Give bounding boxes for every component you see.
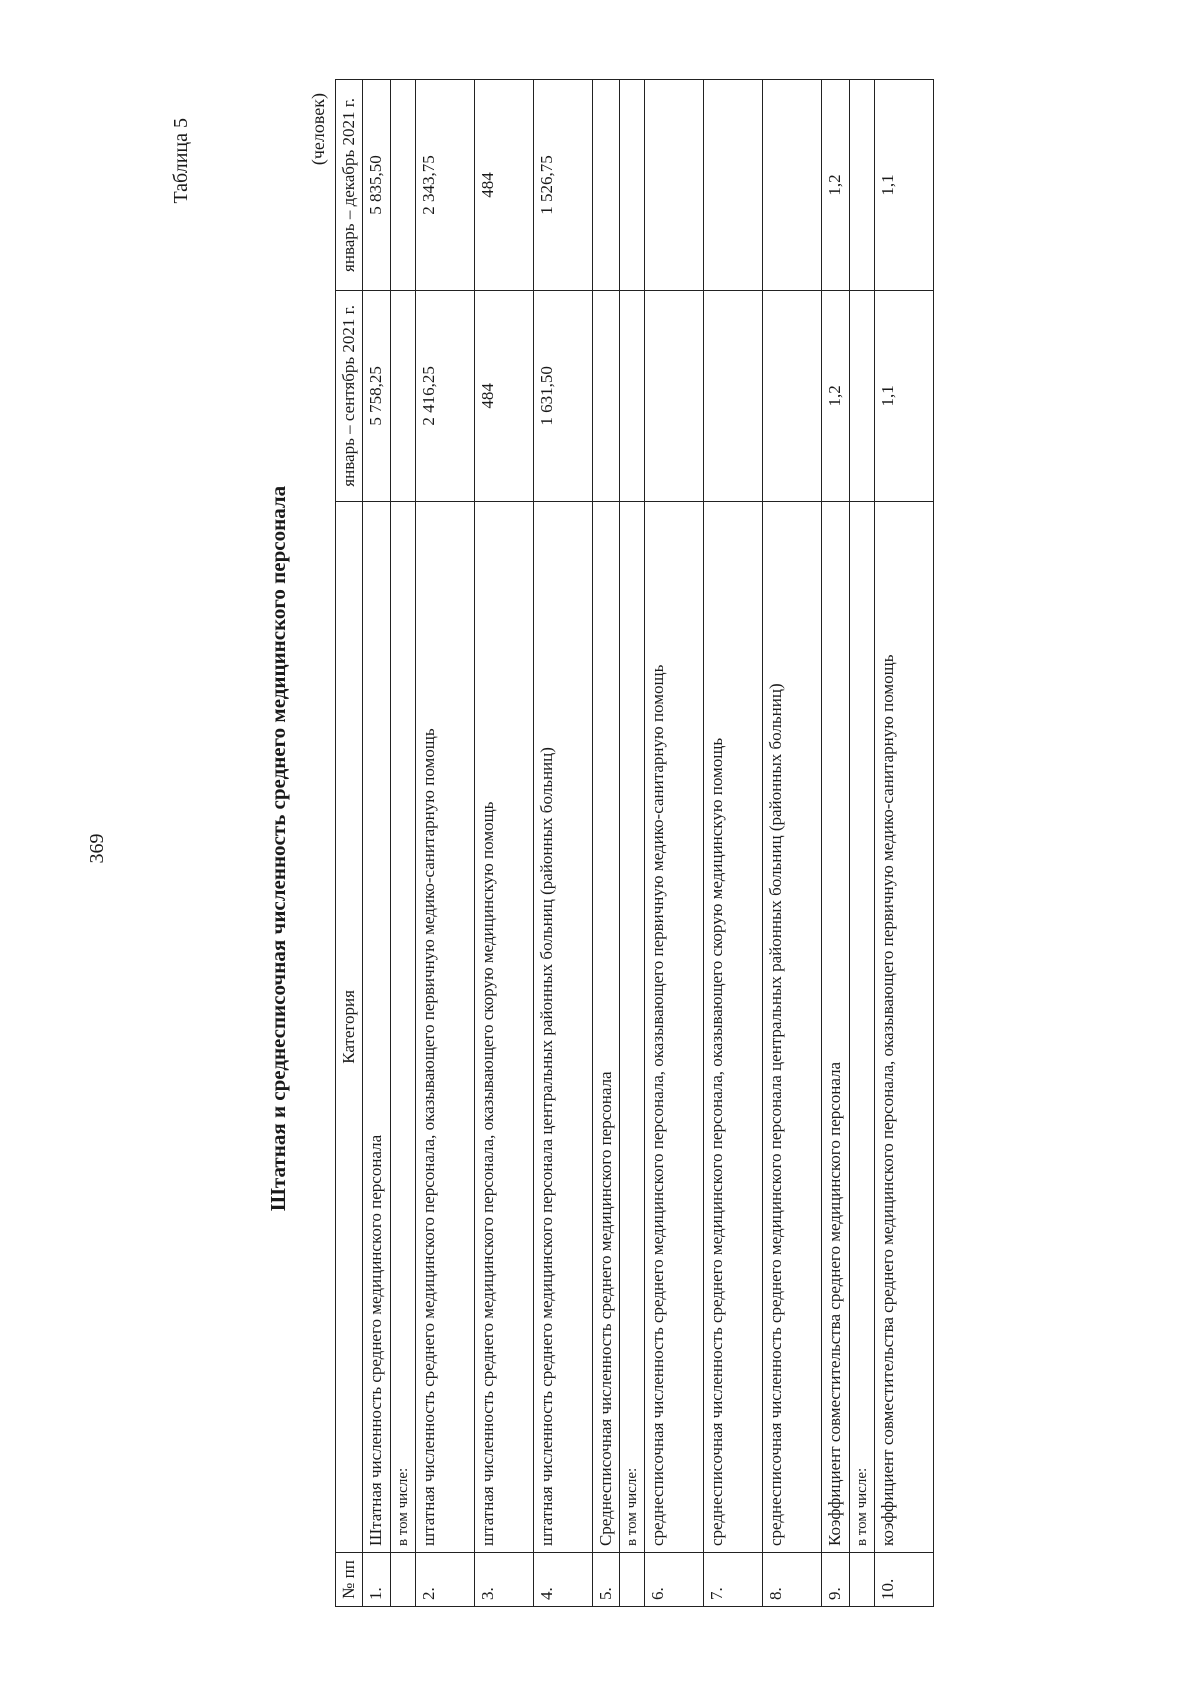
row-value-period-2: 1,2 [822, 80, 849, 291]
row-category: среднесписочная численность среднего медицинского персонала центральных районных больниц (районных больниц) [763, 501, 822, 1552]
row-value-period-2: 2 343,75 [415, 80, 474, 291]
row-value-period-1 [645, 290, 704, 501]
header-num: № пп [336, 1553, 363, 1607]
row-value-period-2: 484 [474, 80, 533, 291]
table-row [822, 80, 849, 1607]
row-value-period-2: 1 526,75 [533, 80, 592, 291]
header-period-2: январь – декабрь 2021 г. [336, 80, 363, 291]
row-value-period-2 [849, 80, 874, 291]
table-row [620, 80, 645, 1607]
row-value-period-2 [592, 80, 619, 291]
row-value-period-1 [849, 290, 874, 501]
row-category: коэффициент совместительства среднего медицинского персонала, оказывающего первичную медико-санитарную помощь [874, 501, 933, 1552]
row-value-period-2: 5 835,50 [363, 80, 390, 291]
row-value-period-1: 2 416,25 [415, 290, 474, 501]
row-category: штатная численность среднего медицинского персонала, оказывающего скорую медицинскую помощь [474, 501, 533, 1552]
row-value-period-2 [620, 80, 645, 291]
row-num: 6. [645, 1553, 704, 1607]
row-num: 1. [363, 1553, 390, 1607]
row-category: в том числе: [390, 501, 415, 1552]
row-num: 5. [592, 1553, 619, 1607]
header-period-1: январь – сентябрь 2021 г. [336, 290, 363, 501]
row-category: среднесписочная численность среднего медицинского персонала, оказывающего первичную медико-санитарную помощь [645, 501, 704, 1552]
row-num [620, 1553, 645, 1607]
row-value-period-2 [704, 80, 763, 291]
row-num [849, 1553, 874, 1607]
table-row [533, 80, 592, 1607]
row-category: Штатная численность среднего медицинского персонала [363, 501, 390, 1552]
header-category: Категория [336, 501, 363, 1552]
row-category: среднесписочная численность среднего медицинского персонала, оказывающего скорую медицинскую помощь [704, 501, 763, 1552]
row-value-period-1 [592, 290, 619, 501]
row-value-period-1 [704, 290, 763, 501]
row-num: 2. [415, 1553, 474, 1607]
document-title: Штатная и среднесписочная численность среднего медицинского персонала [266, 485, 290, 1212]
table-row [763, 80, 822, 1607]
page-number: 369 [86, 833, 108, 864]
row-category: в том числе: [849, 501, 874, 1552]
row-category: в том числе: [620, 501, 645, 1552]
row-value-period-1: 1 631,50 [533, 290, 592, 501]
row-value-period-1: 484 [474, 290, 533, 501]
table-row [874, 80, 933, 1607]
staff-table [335, 79, 934, 1607]
row-num: 10. [874, 1553, 933, 1607]
row-category: Коэффициент совместительства среднего медицинского персонала [822, 501, 849, 1552]
table-row [474, 80, 533, 1607]
table-header-row [336, 80, 363, 1607]
unit-label: (человек) [308, 93, 328, 166]
row-category: Среднесписочная численность среднего медицинского персонала [592, 501, 619, 1552]
table-row [390, 80, 415, 1607]
table-row [415, 80, 474, 1607]
row-value-period-1 [390, 290, 415, 501]
row-num: 7. [704, 1553, 763, 1607]
table-label: Таблица 5 [170, 118, 192, 204]
row-value-period-1 [763, 290, 822, 501]
table-row [849, 80, 874, 1607]
row-num: 3. [474, 1553, 533, 1607]
row-num: 8. [763, 1553, 822, 1607]
row-value-period-2: 1,1 [874, 80, 933, 291]
row-value-period-2 [763, 80, 822, 291]
row-num: 9. [822, 1553, 849, 1607]
table-row [704, 80, 763, 1607]
row-num [390, 1553, 415, 1607]
row-category: штатная численность среднего медицинского персонала центральных районных больниц (районных больниц) [533, 501, 592, 1552]
row-num: 4. [533, 1553, 592, 1607]
row-value-period-1: 1,2 [822, 290, 849, 501]
table-row [363, 80, 390, 1607]
row-value-period-1: 5 758,25 [363, 290, 390, 501]
row-category: штатная численность среднего медицинского персонала, оказывающего первичную медико-санитарную помощь [415, 501, 474, 1552]
table-row [592, 80, 619, 1607]
row-value-period-2 [645, 80, 704, 291]
table-row [645, 80, 704, 1607]
row-value-period-2 [390, 80, 415, 291]
row-value-period-1: 1,1 [874, 290, 933, 501]
row-value-period-1 [620, 290, 645, 501]
